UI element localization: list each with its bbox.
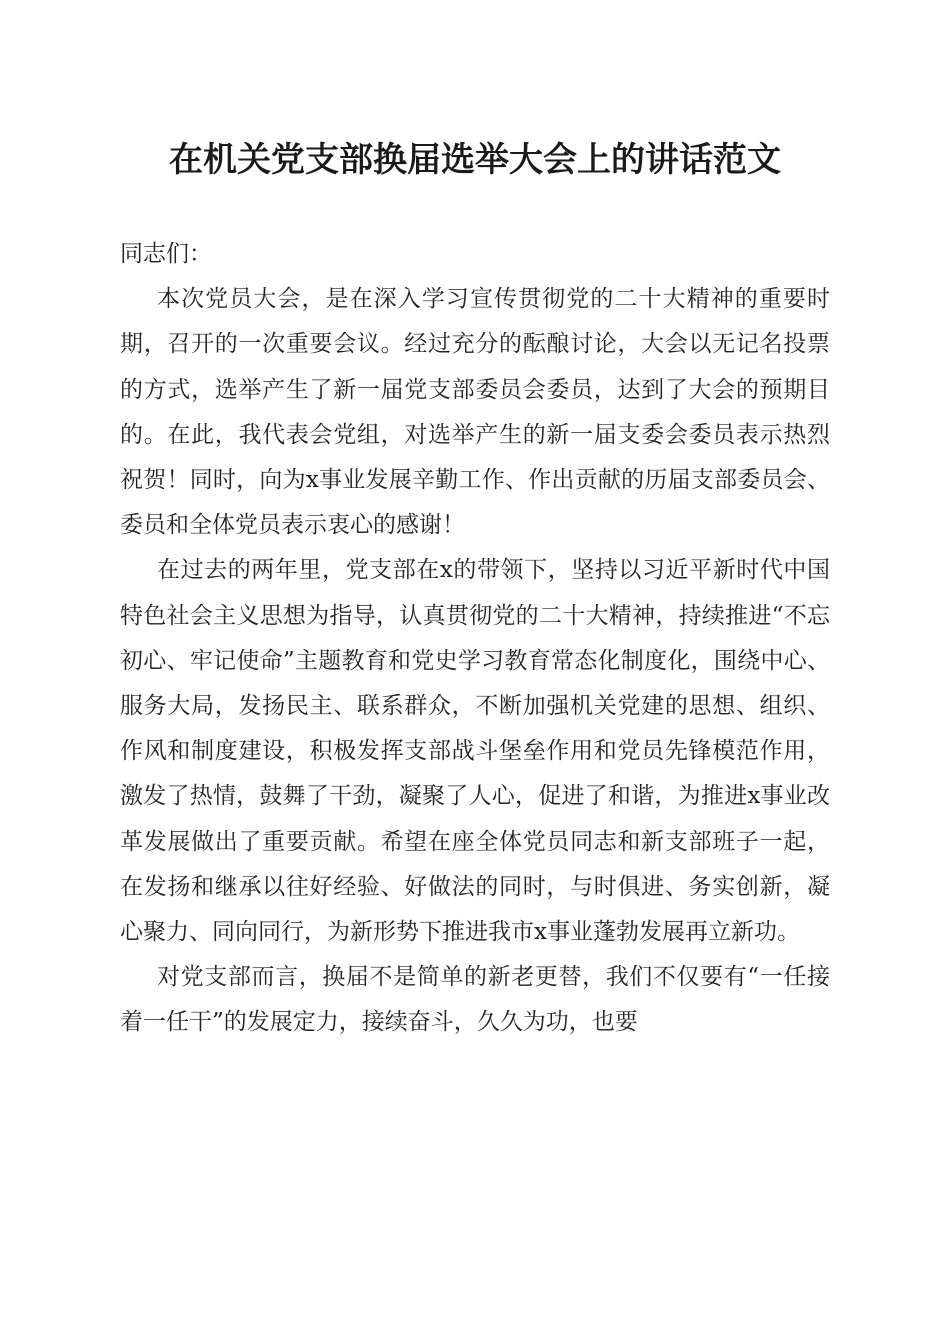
- paragraph-3: 对党支部而言，换届不是简单的新老更替，我们不仅要有“一任接着一任干”的发展定力，接续奋斗，久久为功，也要: [120, 964, 830, 1036]
- document-title: 在机关党支部换届选举大会上的讲话范文: [169, 140, 781, 180]
- paragraph-1: 本次党员大会，是在深入学习宣传贯彻党的二十大精神的重要时期，召开的一次重要会议。经过充分的酝酿讨论，大会以无记名投票的方式，选举产生了新一届党支部委员会委员，达到了大会的预期目的。在此，我代表会党组，对选举产生的新一届支委会委员表示热烈祝贺！同时，向为x事业发展辛勤工作、作出贡献的历届支部委员会、委员和全体党员表示衷心的感谢！: [120, 286, 830, 539]
- paragraph-2: 在过去的两年里，党支部在x的带领下，坚持以习近平新时代中国特色社会主义思想为指导，认真贯彻党的二十大精神，持续推进“不忘初心、牢记使命”主题教育和党史学习教育常态化制度化，围绕中心、服务大局，发扬民主、联系群众，不断加强机关党建的思想、组织、作风和制度建设，积极发挥支部战斗堡垒作用和党员先锋模范作用，激发了热情，鼓舞了干劲，凝聚了人心，促进了和谐，为推进x事业改革发展做出了重要贡献。希望在座全体党员同志和新支部班子一起，在发扬和继承以往好经验、好做法的同时，与时俱进、务实创新，凝心聚力、同向同行，为新形势下推进我市x事业蓬勃发展再立新功。: [120, 557, 830, 946]
- salutation: 同志们：: [120, 241, 212, 267]
- document-body: [120, 232, 830, 1046]
